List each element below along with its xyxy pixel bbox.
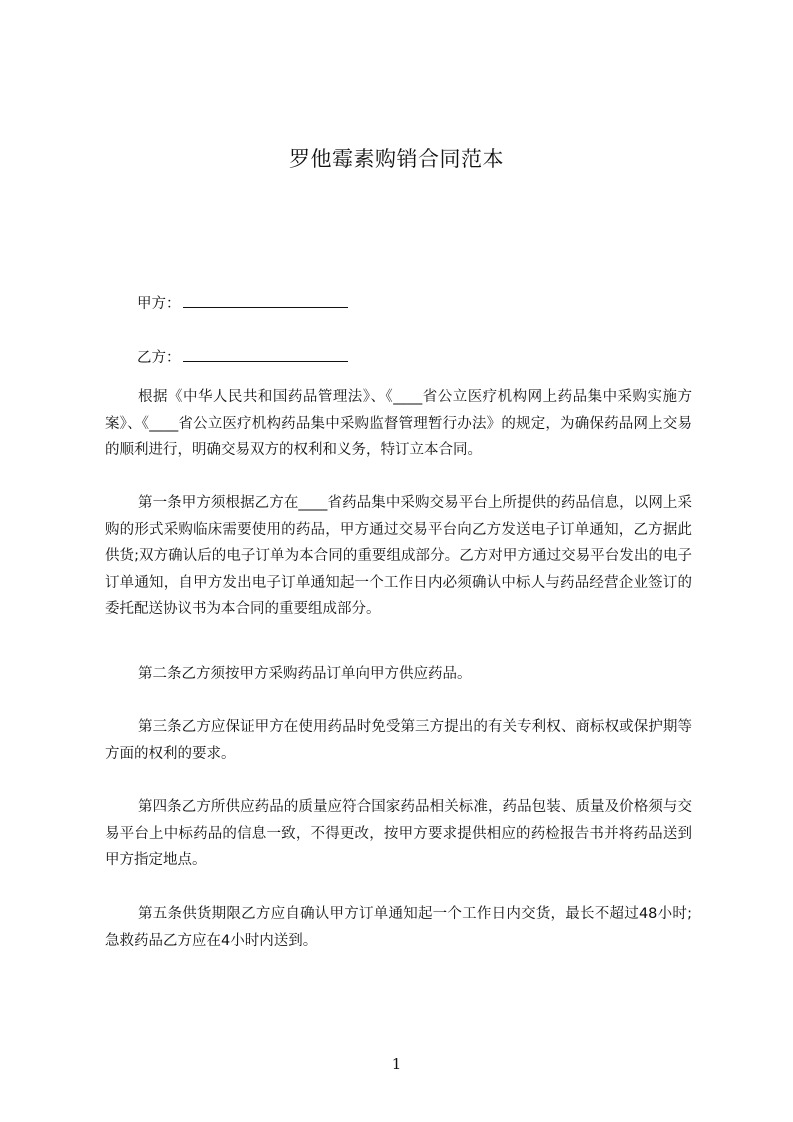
article-5-paragraph: 第五条供货期限乙方应自确认甲方订单通知起一个工作日内交货，最长不超过48小时;急救药品乙方应在4小时内送到。 (105, 906, 692, 949)
article-1-paragraph: 第一条甲方须根据乙方在____省药品集中采购交易平台上所提供的药品信息，以网上采购的形式采购临床需要使用的药品，甲方通过交易平台向乙方发送电子订单通知，乙方据此供货;双方确认后的电子订单为本合同的重要组成部分。乙方对甲方通过交易平台发出的电子订单通知，自甲方发出电子订单通知起一个工作日内必须确认中标人与药品经营企业签订的委托配送协议书为本合同的重要组成部分。 (105, 495, 692, 617)
preamble-paragraph: 根据《中华人民共和国药品管理法》、《____省公立医疗机构网上药品集中采购实施方案》、《____省公立医疗机构药品集中采购监督管理暂行办法》的规定，为确保药品网上交易的顺利进行，明确交易双方的权利和义务，特订立本合同。 (105, 389, 692, 458)
article-4-paragraph: 第四条乙方所供应药品的质量应符合国家药品相关标准，药品包装、质量及价格须与交易平台上中标药品的信息一致，不得更改，按甲方要求提供相应的药检报告书并将药品送到甲方指定地点。 (105, 799, 692, 868)
party-b-line (137, 346, 348, 367)
article-3-paragraph: 第三条乙方应保证甲方在使用药品时免受第三方提出的有关专利权、商标权或保护期等方面的权利的要求。 (105, 719, 692, 762)
party-b-blank (183, 349, 348, 362)
article-2-paragraph: 第二条乙方须按甲方采购药品订单向甲方供应药品。 (138, 666, 472, 682)
document-title: 罗他霉素购销合同范本 (289, 147, 504, 171)
party-a-label: 甲方： (137, 296, 181, 312)
party-a-line (137, 292, 348, 313)
party-b-label: 乙方： (137, 350, 181, 366)
page-number: 1 (391, 1055, 402, 1073)
party-a-blank (183, 295, 348, 308)
